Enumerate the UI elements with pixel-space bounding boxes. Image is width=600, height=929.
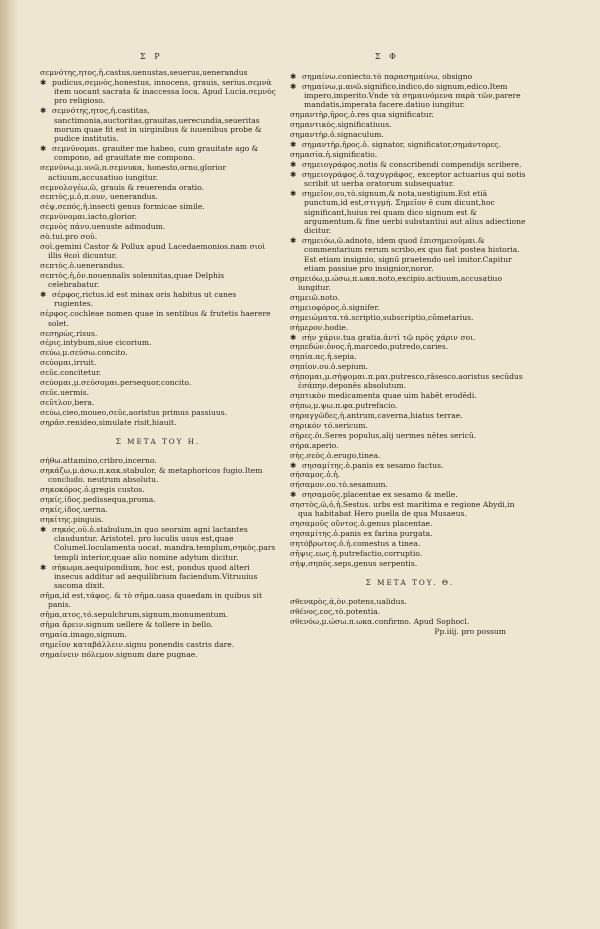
entry-text: σεμνότης,ητος,ἡ.castus,uenustas,seuerus,uenerandus (40, 68, 248, 77)
dictionary-entry (40, 232, 276, 241)
dictionary-entry (40, 485, 276, 494)
entry-text: σημειογράφος.notis & conscribendi compendijs scribere. (302, 159, 522, 169)
entry-text: σηπίον.ου.ὁ.sepium. (290, 362, 369, 372)
entry-text: σημαντὴρ,ῆρος.ὁ. signator, significator,σημάντορες. (302, 140, 501, 150)
entry-text: σέρις.intybum,siue cicorium. (40, 338, 152, 348)
entry-text: σητόβρωτος.ὁ.ἡ.comestus a tinea. (290, 539, 421, 549)
asterisk-icon: ✱ (40, 77, 47, 87)
entry-text: σήρα.aperio. (290, 440, 339, 450)
dictionary-entry (290, 313, 530, 322)
dictionary-entry (290, 411, 530, 420)
entry-text: σῆψις.εως.ἡ.putrefactio,corruptio. (290, 548, 423, 558)
entry-text: σημειόω,μ.ώσω,π.ωκα.noto,excipio.actiuum,accusatiuo iungitur. (290, 273, 503, 293)
asterisk-icon: ✱ (290, 140, 297, 150)
entry-text: σήσαμον.ου.τὸ.sesamum. (290, 480, 388, 490)
entry-text: σὴν χάριν.tua gratia.ἀντὶ τῷ πρὸς χάριν σοι. (302, 332, 476, 342)
dictionary-entry (290, 140, 530, 149)
dictionary-entry (290, 461, 530, 470)
dictionary-entry (290, 441, 530, 450)
entry-text: σηκάζω,μ.άσω.π.κακ.stabulor, & metaphoricos fugio.Item concludo. neutrum absolutu. (40, 466, 263, 485)
dictionary-entry (40, 515, 276, 524)
dictionary-entry (40, 466, 276, 485)
entry-text: σεύω,μ.σεύσω.concito. (40, 348, 128, 358)
signature-footer: Pp.iiij. pro possum (434, 627, 506, 637)
dictionary-entry (290, 293, 530, 302)
entry-text: σημειώματα.τά.scriptio,subscriptio,cōmetarius. (290, 312, 474, 322)
asterisk-icon: ✱ (40, 290, 47, 300)
entry-text: σημεῖον,ου,τὸ.signum,& nota,uestigium.Est etiā punctum,id est,στιγμή. Σημεῖον ē cum dicunt,hoc significant,huius rei quam dico signum est & argumentum.& fine uerbi substantiui aut alius adiectione dicitur. (302, 188, 526, 236)
dictionary-entry (40, 505, 276, 514)
dictionary-entry (40, 242, 276, 261)
entry-text: σεμνύνομαι. grauiter me habeo, cum grauitate ago & compono, ad grauitate me compono. (52, 144, 259, 163)
entry-text: σέρφος,rictus.id est minax oris habitus ut canes rugientes. (52, 290, 237, 309)
entry-text: σεῦε.concitetur. (40, 368, 102, 378)
entry-text: σημειογράφος.ὁ.ταχυγράφος, exceptor actuarius qui notis scribit ut uerba oratorum subsequatur. (302, 169, 526, 189)
entry-text: σηκίς,ίδος.pedissequa,proma. (40, 495, 156, 505)
dictionary-entry (40, 650, 276, 659)
dictionary-entry (40, 106, 276, 143)
entry-text: pudicus,σεμνὸς,honestus, innocens, grauis, serius.σεμνὰ item uocant sacrata & inaccessa loca. Apud Lucia.σεμνὸς pro religioso. (52, 77, 276, 106)
entry-text: σηραγγῶδες,ἡ.antrum,caverna,hiatus terrae. (290, 411, 463, 421)
asterisk-icon: ✱ (40, 562, 47, 572)
entry-text: σθεναρὸς,ά,ὸν.potens,ualidus. (290, 597, 407, 607)
entry-text: σησαμίτης.ὁ.panis ex farina purgata. (290, 529, 433, 539)
entry-text: σὴς.σεὸς.ὁ.erugo,tinea. (290, 450, 381, 460)
dictionary-entry (40, 163, 276, 182)
entry-text: σοὶ.gemini Castor & Pollux apud Lacedaemonios.nam σιοὶ illis θεοὶ dicuntur. (40, 241, 266, 261)
dictionary-entry (40, 348, 276, 357)
entry-text: σημαντικὸς.significatiuus. (290, 120, 392, 130)
dictionary-entry (40, 144, 276, 163)
dictionary-entry (290, 617, 530, 626)
entry-text: σῆρες.ὁι.Seres populus,alij uermes nētes sericū. (290, 430, 477, 440)
entry-text: σησαμοῦς.placentae ex sesamo & melle. (302, 490, 458, 500)
left-entry-list (40, 68, 276, 427)
dictionary-entry (40, 640, 276, 649)
asterisk-icon: ✱ (290, 188, 297, 198)
entry-text: σθένος,εος,τὸ.potentia. (290, 607, 381, 617)
dictionary-entry (290, 342, 530, 351)
entry-text: σημαίνω.coniecto.τὸ παρασημαίνω, obsigno (302, 72, 473, 81)
entry-text: σήθω.attamino,cribro,incerno. (40, 456, 157, 466)
dictionary-entry (40, 271, 276, 290)
dictionary-entry (290, 431, 530, 440)
dictionary-entry (290, 372, 530, 391)
dictionary-entry (290, 352, 530, 361)
entry-text: σὸ.tui.pro σοῦ. (40, 231, 98, 241)
binding-gutter (0, 0, 18, 929)
dictionary-entry (290, 189, 530, 235)
dictionary-entry (40, 68, 276, 77)
running-head-right: Σ Φ (375, 52, 399, 61)
dictionary-entry (290, 82, 530, 110)
entry-text: σηστὸς,ῶ,ὁ,ἡ.Sestus. urbs est maritima e regione Abydi,in qua habitabat Hero puella de qua Musaeus. (290, 500, 515, 519)
dictionary-entry (290, 72, 530, 81)
entry-text: σημειῶ.noto. (290, 292, 340, 302)
dictionary-entry (40, 338, 276, 347)
entry-text: σηπεδών.ὀνος.ἡ.marcedo,putredo,caries. (290, 342, 449, 352)
dictionary-entry (40, 620, 276, 629)
entry-text: σημεῖον καταβάλλειν.signu ponendis castris dare. (40, 639, 235, 649)
dictionary-entry (290, 401, 530, 410)
dictionary-entry (290, 549, 530, 558)
dictionary-entry (290, 421, 530, 430)
dictionary-entry (290, 519, 530, 528)
dictionary-entry (40, 388, 276, 397)
dictionary-entry (40, 222, 276, 231)
dictionary-entry (40, 408, 276, 417)
entry-text: σεύω,cieo,moueo,σεῦε,aoristus primus passiuus. (40, 407, 228, 417)
dictionary-entry (290, 559, 530, 568)
dictionary-entry (290, 490, 530, 499)
entry-text: σημαντὴρ.ὁ.signaculum. (290, 130, 384, 140)
dictionary-entry (40, 309, 276, 328)
entry-text: σήπω,μ.ψω.π.φα.putrefacio. (290, 401, 398, 411)
entry-text: σημαίνειν πόλεμον.signum dare pugnae. (40, 649, 198, 659)
entry-text: σεπτὸς.ὁ.uenerandus. (40, 261, 125, 271)
dictionary-entry (290, 323, 530, 332)
asterisk-icon: ✱ (290, 490, 297, 500)
entry-text: σημειόω,ῶ.adnoto, idem quod ἐπισημειοῦμαι.& commentarium rerum scribo,ex quo fiat postea historia. Est etiam insignio, signū praetendo uel imitor.Capitur etiam passiue pro insignior,noror. (302, 235, 520, 273)
dictionary-entry (290, 110, 530, 119)
entry-text: σησαμίτης.ὁ.panis ex sesamo factus. (302, 460, 444, 470)
entry-text: σεμνύνομαι.iacto,glorior. (40, 212, 137, 222)
entry-text: σεῦε.uermis. (40, 387, 90, 397)
entry-text: σημαία.imago,signum. (40, 630, 127, 639)
dictionary-entry (40, 78, 276, 106)
entry-text: σῆμα ἄρειν.signum uellere & tollere in bello. (40, 620, 214, 630)
entry-text: σημειοφόρος.ὁ.signifer. (290, 302, 380, 312)
entry-text: σηκίς,ίδος.uerna. (40, 504, 108, 514)
dictionary-entry (40, 290, 276, 309)
entry-text: σεμνὸς πάνυ.uenuste admodum. (40, 222, 166, 232)
entry-text: σέψ,σεπός,ἡ.insecti genus formicae simile. (40, 202, 205, 212)
dictionary-entry (40, 418, 276, 427)
dictionary-entry (290, 597, 530, 606)
entry-text: σήπομαι,μ.σήψομαι.π.μαι.putresco,rāsesco.aoristus secūdus ἐσάπην.deponēs absolutum. (290, 372, 523, 391)
dictionary-entry (40, 358, 276, 367)
dictionary-entry (40, 630, 276, 639)
asterisk-icon: ✱ (290, 159, 297, 169)
entry-text: σῆμα,id est,τάφος. & τὸ σῆμα.uasa quaedam in quibus sit panis. (40, 591, 263, 610)
asterisk-icon: ✱ (290, 72, 297, 81)
dictionary-entry (40, 202, 276, 211)
dictionary-entry (40, 368, 276, 377)
entry-text: σηκοκόρος.ὁ.gregis custos. (40, 485, 145, 495)
right-entry-list (290, 72, 530, 568)
dictionary-entry (40, 525, 276, 562)
entry-text: σησαμοῦς οὔντος.ὁ.genus placentae. (290, 519, 433, 529)
entry-text: σῆμα,ατος,τό.sepulchrum,signum,monumentum. (40, 610, 229, 620)
dictionary-entry (290, 303, 530, 312)
right-column (290, 72, 530, 636)
entry-text: σηκός.οῦ.ὁ.stabulum,in quo seorsim agni lactantes clauduntur. Aristotel. pro loculis usus est,quae Columel.loculamenta uocat. mandra.templum,σηκὸς.pars templi interior,quae alio nomine adytum dicitur. (52, 524, 276, 562)
entry-text: σηπτικὸν medicamenta quae uim habēt erodēdi. (290, 391, 477, 401)
entry-text: σεῦτλον,bera. (40, 397, 95, 407)
entry-text: σηπία.ας.ἡ.sepia. (290, 352, 357, 362)
left-column (40, 68, 276, 660)
dictionary-entry (40, 192, 276, 201)
asterisk-icon: ✱ (290, 332, 297, 342)
entry-text: σεμνύνω,μ.υνῶ,π.σεμνυκα, honesto,orno,glorior actiuum,accusatiuo iungitur. (40, 163, 227, 182)
dictionary-entry (40, 261, 276, 270)
dictionary-entry (40, 398, 276, 407)
entry-text: σημασία.ἡ.significatio. (290, 149, 378, 159)
entry-text: σήσαμος.ὁ.ἡ. (290, 470, 341, 480)
dictionary-entry (40, 212, 276, 221)
dictionary-entry (40, 591, 276, 610)
dictionary-entry (40, 456, 276, 465)
section-heading-eta: Σ ΜΕΤΑ ΤΟΥ Η. (115, 436, 201, 446)
dictionary-entry (290, 529, 530, 538)
entry-text: σεμνολογέω,ῶ, grauis & reuerenda oratio. (40, 182, 204, 192)
dictionary-entry (290, 170, 530, 189)
asterisk-icon: ✱ (290, 460, 297, 470)
entry-text: σηρικόν τό.sericum. (290, 420, 368, 430)
entry-text: σημαίνω,μ.ανῶ.significo,indico,do signum,edico.Item impero,imperito.Vnde τὰ σημαινόμενα παρὰ τῶν,parere mandatis,imperata facere.datiuo iungitur. (302, 81, 521, 110)
section-heading-theta: Σ ΜΕΤΑ ΤΟΥ. Θ. (365, 578, 455, 588)
dictionary-entry (290, 480, 530, 489)
entry-text: σεπτὸς,ἡ,ὀν.nouennalis solennitas,quae Delphis celebrabatur. (40, 270, 225, 290)
entry-text: σηρᾶσ.renideo,simulate risit,hiauit. (40, 417, 177, 427)
asterisk-icon: ✱ (40, 524, 47, 534)
dictionary-entry (290, 362, 530, 371)
dictionary-entry (290, 500, 530, 519)
left-entry-list-2 (40, 456, 276, 659)
dictionary-entry (290, 236, 530, 273)
entry-text: σεσηρὼς,risus. (40, 328, 98, 338)
dictionary-entry (290, 391, 530, 400)
dictionary-entry (290, 451, 530, 460)
entry-text: σεμνότης,ητος,ἡ.castitas, sanctimonia,auctoritas,grauitas,uerecundia,seueritas morum quae fit est in uirginibus & iuuenibus probe & pudice institutis. (52, 106, 262, 144)
dictionary-entry (290, 607, 530, 616)
running-head-left: Σ Ρ (140, 52, 163, 61)
asterisk-icon: ✱ (40, 144, 47, 154)
entry-text: σθενόω,μ.ώσω.π.ωκα.confirmo. Apud Sophocl. (290, 617, 470, 627)
dictionary-entry (40, 378, 276, 387)
right-entry-list-2 (290, 597, 530, 626)
dictionary-entry (290, 130, 530, 139)
entry-text: σεύομαι,μ.σεύσομαι.persequor,concito. (40, 377, 192, 387)
entry-text: σήμερον.hodie. (290, 322, 349, 332)
dictionary-entry (40, 329, 276, 338)
asterisk-icon: ✱ (290, 169, 297, 179)
entry-text: σεπτὸς,μ.ὁ,π.ουν, uenerandus. (40, 192, 158, 202)
entry-text: σεύομαι,irruit. (40, 358, 97, 368)
dictionary-entry (40, 495, 276, 504)
asterisk-icon: ✱ (40, 106, 47, 116)
dictionary-entry (290, 120, 530, 129)
dictionary-entry (40, 610, 276, 619)
dictionary-entry (290, 274, 530, 293)
entry-text: σήκωμα.aequipondium, hoc est, pondus quod alteri insecus additur ad aequilibrium faciendum.Vitruuius sacoma dixit. (52, 562, 258, 591)
asterisk-icon: ✱ (290, 81, 297, 91)
asterisk-icon: ✱ (290, 235, 297, 245)
dictionary-entry (40, 563, 276, 591)
dictionary-entry (40, 183, 276, 192)
dictionary-entry (290, 150, 530, 159)
entry-text: σημαντὴρ,ῆρος,ὁ.res qua significatur. (290, 110, 434, 120)
dictionary-entry (290, 539, 530, 548)
entry-text: σηκίτης.pinguis. (40, 514, 104, 524)
entry-text: σήψ,σηπὸς.seps,genus serpentis. (290, 558, 418, 568)
dictionary-entry (290, 160, 530, 169)
dictionary-entry (290, 333, 530, 342)
dictionary-entry (290, 470, 530, 479)
entry-text: σέρφος.cochleae nomen quae in sentibus & frutetis haerere solet. (40, 309, 271, 328)
